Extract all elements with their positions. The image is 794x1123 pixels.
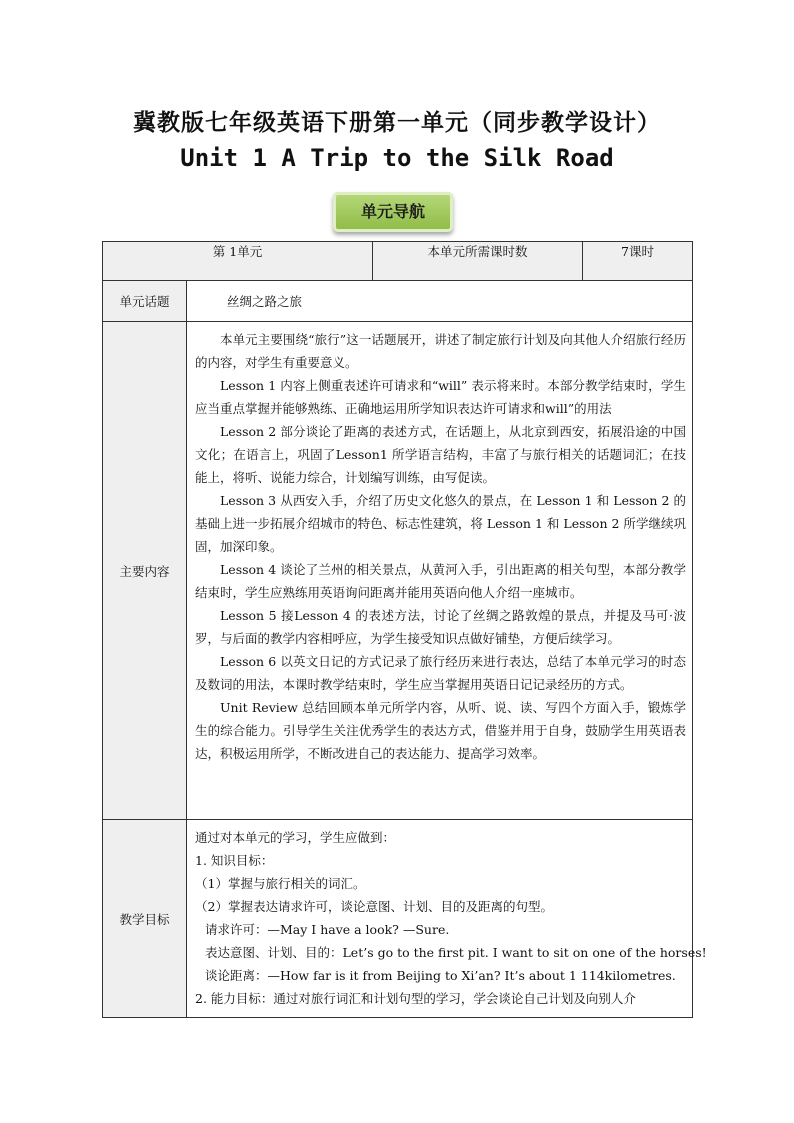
hours-label-cell: 本单元所需课时数 (373, 242, 583, 281)
goal-line: 1. 知识目标： (195, 853, 274, 868)
goal-line: （1）掌握与旅行相关的词汇。 (195, 876, 366, 891)
content-paragraph: Lesson 3 从西安入手，介绍了历史文化悠久的景点，在 Lesson 1 和 Lesson 2 的基础上进一步拓展介绍城市的特色、标志性建筑，将 Lesson 1 和 Lesson 2 所学继续巩固，加深印象。 (195, 493, 686, 554)
content-paragraph: Lesson 4 谈论了兰州的相关景点，从黄河入手，引出距离的相关句型，本部分教学结束时，学生应熟练用英语询问距离并能用英语向他人介绍一座城市。 (195, 562, 686, 600)
table-header-row (103, 242, 693, 281)
document-subtitle: Unit 1 A Trip to the Silk Road (180, 144, 614, 172)
hours-value-cell: 7课时 (583, 242, 693, 281)
content-paragraph: Lesson 5 接Lesson 4 的表述方法，讨论了丝绸之路敦煌的景点，并提及马可·波罗，与后面的教学内容相呼应，为学生接受知识点做好铺垫，方便后续学习。 (195, 608, 686, 646)
document-title: 冀教版七年级英语下册第一单元（同步教学设计） (133, 110, 661, 136)
goals-label: 教学目标 (103, 820, 187, 1018)
content-paragraph: Unit Review 总结回顾本单元所学内容，从听、说、读、写四个方面入手，锻炼学生的综合能力。引导学生关注优秀学生的表达方式，借鉴并用于自身，鼓励学生用英语表达，积极运用所学，不断改进自己的表达能力、提高学习效率。 (195, 700, 686, 761)
topic-row (103, 281, 693, 322)
goal-line: 表达意图、计划、目的：Let’s go to the first pit. I want to sit on one of the horses! (205, 945, 707, 960)
main-content-body (187, 322, 693, 820)
goal-line: （2）掌握表达请求许可，谈论意图、计划、目的及距离的句型。 (195, 899, 553, 914)
topic-label: 单元话题 (103, 281, 187, 322)
goal-line: 请求许可：—May I have a look? —Sure. (205, 922, 450, 937)
goals-body (187, 820, 707, 1018)
content-paragraph: Lesson 6 以英文日记的方式记录了旅行经历来进行表达，总结了本单元学习的时态及数词的用法，本课时教学结束时，学生应当掌握用英语日记记录经历的方式。 (195, 654, 686, 692)
goals-row (103, 820, 693, 1018)
goal-line: 通过对本单元的学习，学生应做到： (195, 830, 396, 845)
content-paragraph: 本单元主要围绕“旅行”这一话题展开，讲述了制定旅行计划及向其他人介绍旅行经历的内容，对学生有重要意义。 (195, 332, 686, 370)
content-paragraph: Lesson 1 内容上侧重表述许可请求和“will” 表示将来时。本部分教学结束时，学生应当重点掌握并能够熟练、正确地运用所学知识表达许可请求和will”的用法 (195, 378, 686, 416)
content-paragraph: Lesson 2 部分谈论了距离的表述方式，在话题上，从北京到西安，拓展沿途的中国文化；在语言上，巩固了Lesson1 所学语言结构，丰富了与旅行相关的话题词汇；在技能上，将听、说能力综合，计划编写训练，由写促读。 (195, 424, 686, 485)
unit-number-cell: 第 1单元 (103, 242, 373, 281)
unit-navigation-badge: 单元导航 (333, 192, 453, 232)
main-content-label: 主要内容 (103, 322, 187, 820)
goal-line: 谈论距离：—How far is it from Beijing to Xi’an? It’s about 1 114kilometres. (205, 968, 676, 983)
topic-value: 丝绸之路之旅 (187, 281, 693, 322)
unit-plan-table (102, 241, 707, 1018)
goal-line: 2. 能力目标：通过对旅行词汇和计划句型的学习，学会谈论自己计划及向别人介 (195, 991, 636, 1006)
main-content-row (103, 322, 693, 820)
